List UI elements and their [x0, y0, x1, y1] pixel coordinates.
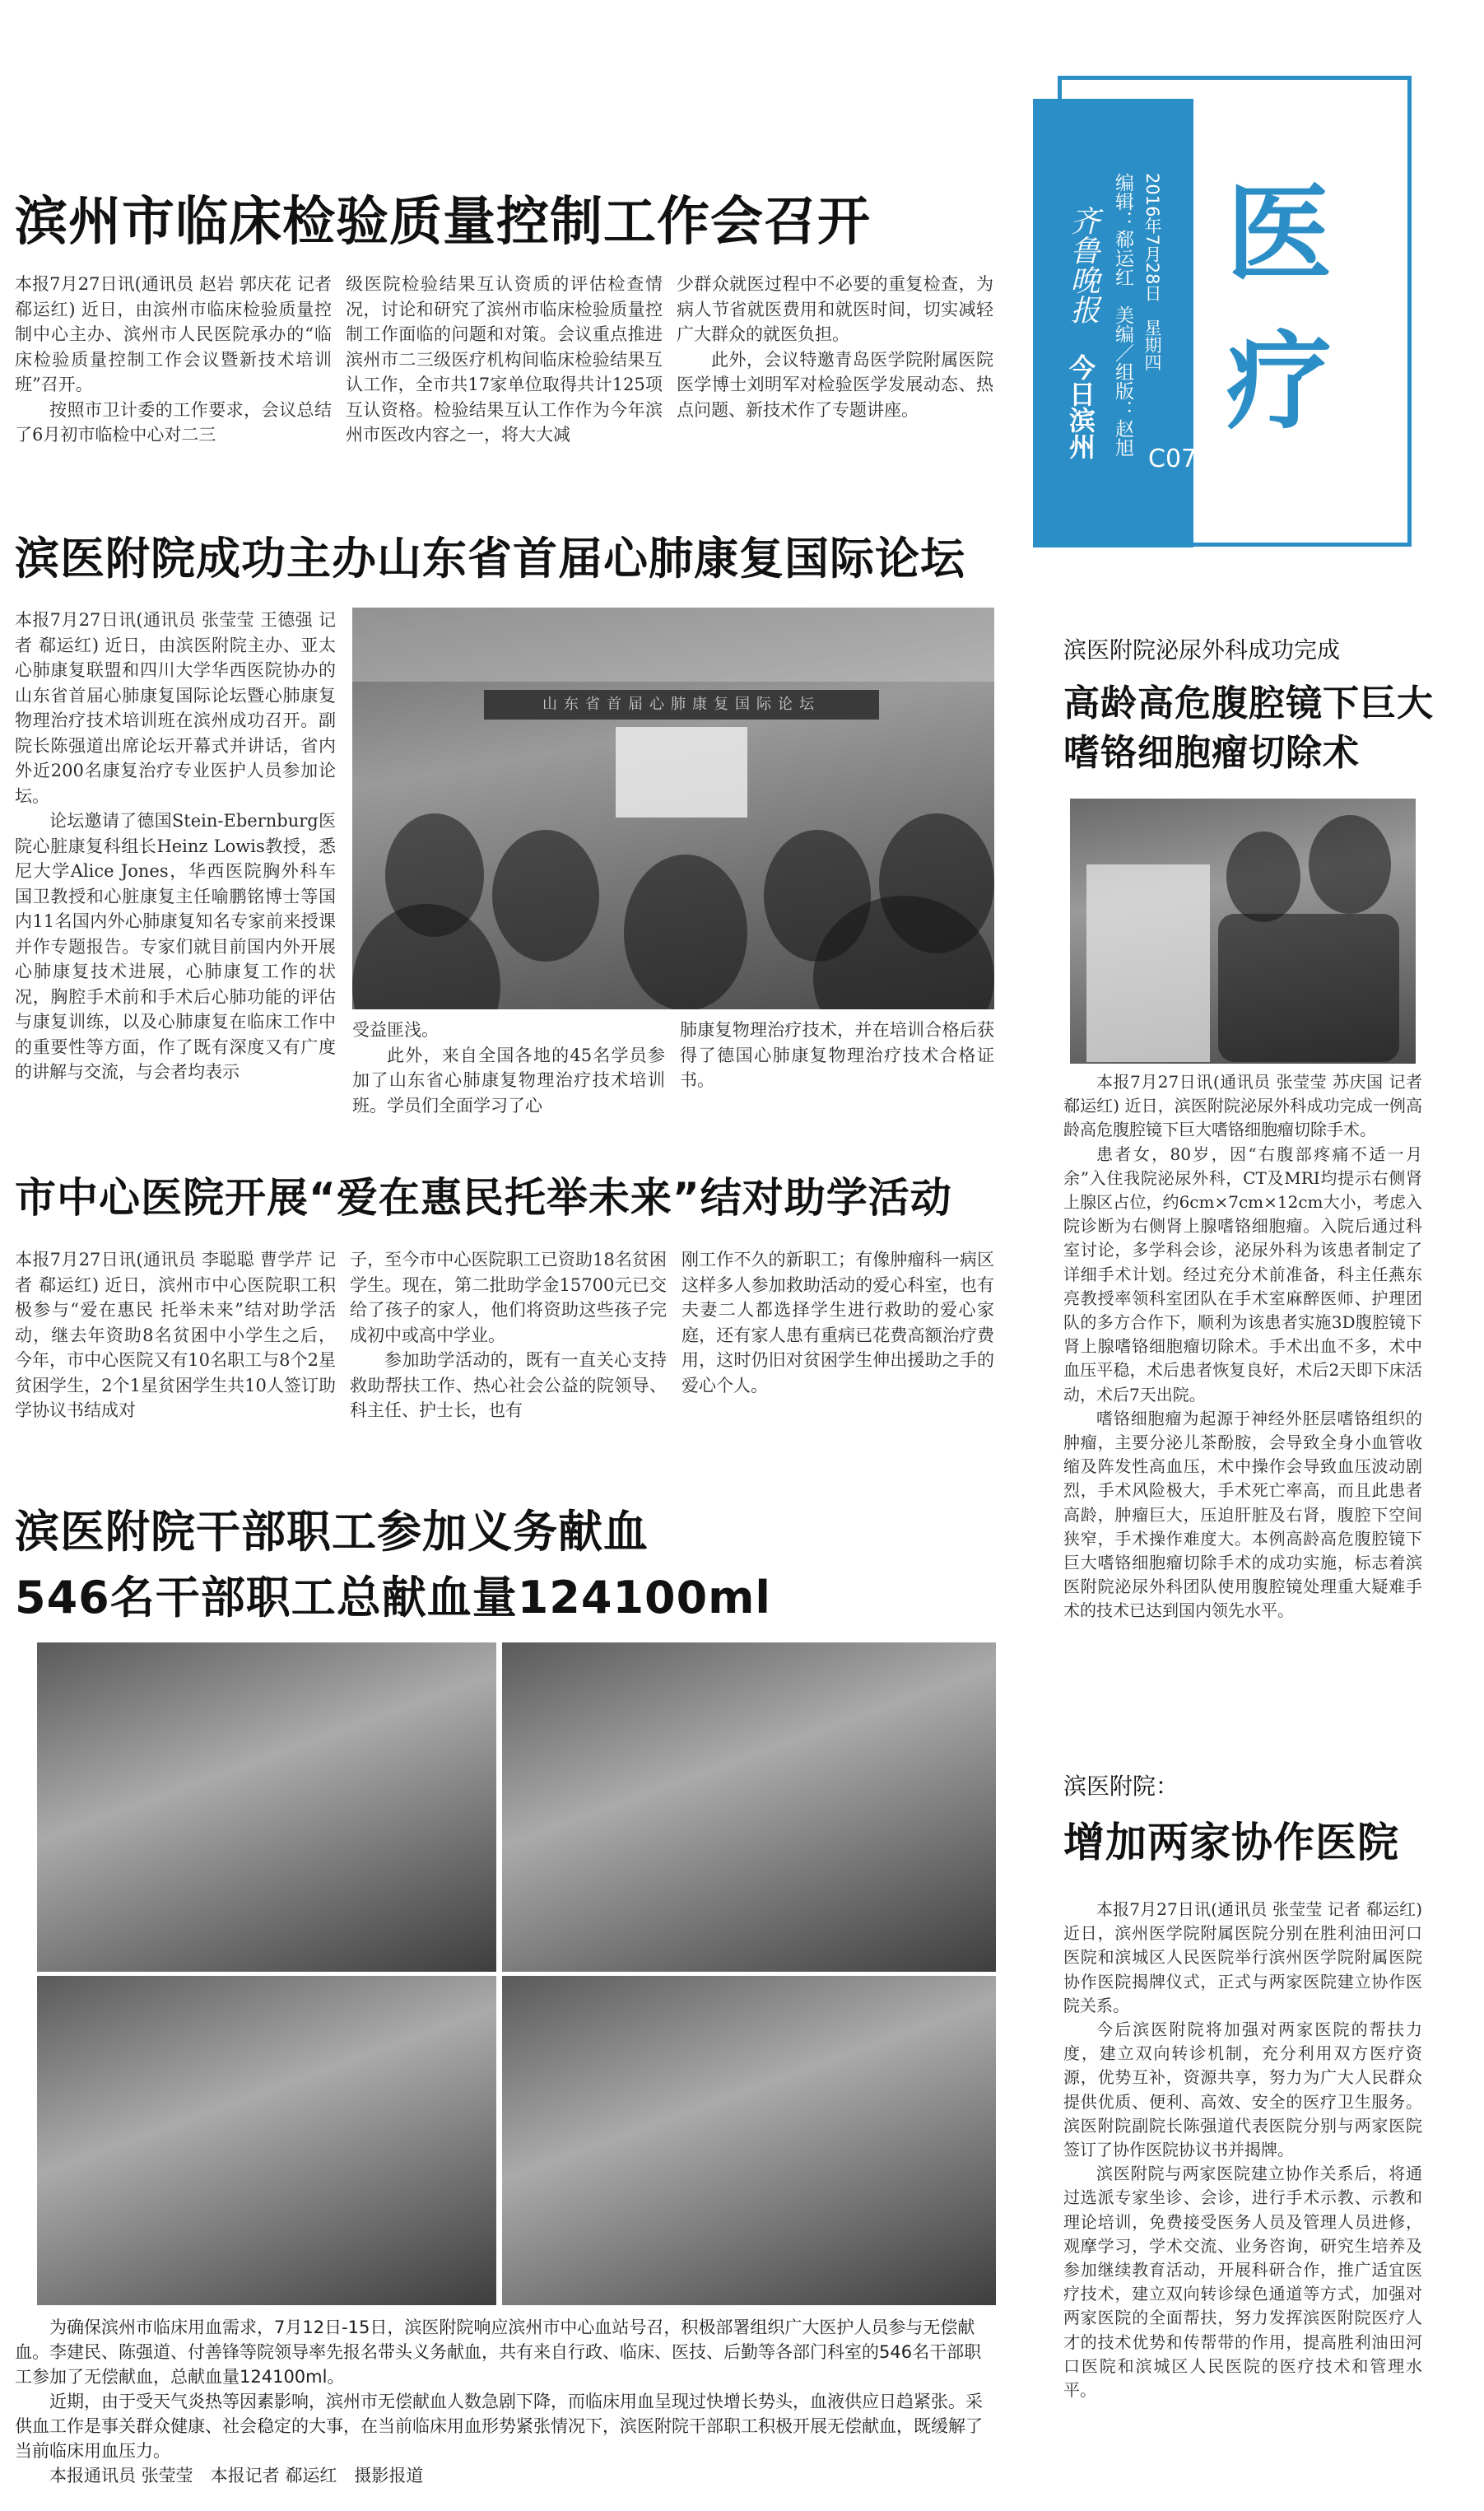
sidebar1-headline-line-2: 嗜铬细胞瘤切除术	[1063, 732, 1360, 774]
article1-col3-paragraph-1: 少群众就医过程中不必要的重复检查，为病人节省就医费用和就医时间，切实减轻广大群众的就医负担。	[677, 274, 993, 344]
article2-mid-paragraph-1: 受益匪浅。	[352, 1020, 439, 1040]
article1-column-1	[15, 272, 332, 494]
forum-photo	[352, 608, 994, 1009]
article1-headline: 滨州市临床检验质量控制工作会召开	[15, 192, 871, 253]
article4-caption-paragraph-2: 近期，由于受天气炎热等因素影响，滨州市无偿献血人数急剧下降，而临床用血呈现过快增长势头，血液供应日趋紧张。采供血工作是事关群众健康、社会稳定的大事，在当前临床用血形势紧张情况下，滨医附院干部职工积极开展无偿献血，既缓解了当前临床用血压力。	[15, 2392, 983, 2461]
donation-photo-3	[37, 1976, 496, 2305]
sidebar1-body	[1063, 1070, 1422, 1737]
article2-paragraph-1: 本报7月27日讯(通讯员 张莹莹 王德强 记者 郗运红) 近日，由滨医附院主办、亚太心肺康复联盟和四川大学华西医院协办的山东省首届心肺康复国际论坛暨心肺康复物理治疗技术培训班在滨州成功召开。副院长陈强道出席论坛开幕式并讲话，省内外近200名康复治疗专业医护人员参加论坛。	[15, 610, 336, 806]
donation-photo-4	[502, 1976, 996, 2305]
donation-photo-1	[37, 1642, 496, 1972]
article2-left-column	[15, 608, 336, 1134]
sidebar2-kicker: 滨医附院：	[1063, 1773, 1179, 1800]
article1-col2-paragraph: 级医院检验结果互认资质的评估检查情况，讨论和研究了滨州市临床检验质量控制工作面临的问题和对策。会议重点推进滨州市二三级医疗机构间临床检验结果互认工作，全市共17家单位取得共计125项互认资格。检验结果互认工作作为今年滨州市医改内容之一，将大大减	[346, 274, 663, 445]
donation-photo-2	[502, 1642, 996, 1972]
article3-col3-paragraph: 刚工作不久的新职工；有像肿瘤科一病区这样多人参加救助活动的爱心科室，也有夫妻二人都选择学生进行救助的爱心家庭，还有家人患有重病已花费高额治疗费用，这时仍旧对贫困学生伸出援助之手的爱心个人。	[682, 1250, 994, 1395]
article3-column-3	[682, 1247, 994, 1478]
sidebar2-body	[1063, 1898, 1422, 2499]
article3-col2-paragraph-2: 参加助学活动的，既有一直关心支持救助帮扶工作、热心社会公益的院领导、科主任、护士长，也有	[350, 1350, 667, 1420]
masthead-date-line: 2016年7月28日 星期四	[1142, 173, 1162, 371]
masthead-edition: 今日滨州	[1065, 354, 1096, 459]
sidebar1-kicker: 滨医附院泌尿外科成功完成	[1063, 636, 1341, 664]
sidebar2-paragraph-3: 滨医附院与两家医院建立协作关系后，将通过选派专家坐诊、会诊，进行手术示教、示教和理论培训，免费接受医务人员及管理人员进修，观摩学习，学术交流、业务咨询，研究生培养及参加继续教育活动，开展科研合作，推广适宜医疗技术，建立双向转诊绿色通道等方式，加强对两家医院的全面帮扶，努力发挥滨医附院医疗人才的技术优势和传帮带的作用，提高胜利油田河口医院和滨城区人民医院的医疗技术和管理水平。	[1063, 2164, 1422, 2401]
sidebar1-paragraph-1: 本报7月27日讯(通讯员 张莹莹 苏庆国 记者 郗运红) 近日，滨医附院泌尿外科成功完成一例高龄高危腹腔镜下巨大嗜铬细胞瘤切除手术。	[1063, 1072, 1422, 1140]
article1-column-3	[677, 272, 993, 494]
article1-col3-paragraph-2: 此外，会议特邀青岛医学院附属医院医学博士刘明军对检验医学发展动态、热点问题、新技术作了专题讲座。	[677, 349, 993, 420]
article3-col1-paragraph: 本报7月27日讯(通讯员 李聪聪 曹学芹 记者 郗运红) 近日，滨州市中心医院职工积极参与“爱在惠民 托举未来”结对助学活动，继去年资助8名贫困中小学生之后，今年，市中心医院又有10名职工与8个2星贫困学生，2个1星贫困学生共10人签订助学协议书结成对	[15, 1250, 336, 1420]
article4-caption-paragraph-1: 为确保滨州市临床用血需求，7月12日-15日，滨医附院响应滨州市中心血站号召，积极部署组织广大医护人员参与无偿献血。李建民、陈强道、付善锋等院领导率先报名带头义务献血，共有来自行政、临床、医技、后勤等各部门科室的546名干部职工参加了无偿献血，总献血量124100ml。	[15, 2318, 982, 2387]
article4-photo-credit: 本报通讯员 张莹莹 本报记者 郗运红 摄影报道	[49, 2466, 424, 2485]
article4-headline-line-2: 546名干部职工总献血量124100ml	[15, 1572, 771, 1624]
masthead-paper-name: 齐鲁晚报	[1066, 206, 1100, 324]
article1-col1-paragraph-2: 按照市卫计委的工作要求，会议总结了6月初市临检中心对二三	[15, 399, 332, 445]
surgery-photo	[1070, 799, 1416, 1064]
article3-column-2	[350, 1247, 667, 1478]
sidebar1-headline-line-1: 高龄高危腹腔镜下巨大	[1063, 682, 1434, 724]
sidebar2-paragraph-2: 今后滨医附院将加强对两家医院的帮扶力度，建立双向转诊机制，充分利用双方医疗资源，优势互补，资源共享，努力为广大人民群众提供优质、便利、高效、安全的医疗卫生服务。滨医附院副院长陈强道代表医院分别与两家医院签订了协作医院协议书并揭牌。	[1063, 2020, 1422, 2160]
article2-right-paragraph: 肺康复物理治疗技术，并在培训合格后获得了德国心肺康复物理治疗技术合格证书。	[680, 1020, 994, 1090]
article4-headline-line-1: 滨医附院干部职工参加义务献血	[15, 1506, 649, 1558]
masthead-editor-line: 编辑：郗运红 美编／组版：赵旭	[1112, 173, 1133, 457]
article2-headline: 滨医附院成功主办山东省首届心肺康复国际论坛	[15, 533, 965, 585]
projection-screen	[616, 727, 747, 818]
article3-col2-paragraph-1: 子，至今市中心医院职工已资助18名贫困学生。现在，第二批助学金15700元已交给了孩子的家人，他们将资助这些孩子完成初中或高中学业。	[350, 1250, 667, 1345]
masthead-section-char-1: 医	[1226, 173, 1333, 296]
sidebar2-headline: 增加两家协作医院	[1063, 1819, 1399, 1866]
article2-mid-paragraph-2: 此外，来自全国各地的45名学员参加了山东省心肺康复物理治疗技术培训班。学员们全面学习了心	[352, 1045, 665, 1116]
article3-headline: 市中心医院开展“爱在惠民托举未来”结对助学活动	[15, 1174, 952, 1222]
article4-caption	[15, 2315, 994, 2488]
article1-col1-paragraph-1: 本报7月27日讯(通讯员 赵岩 郭庆花 记者 郗运红) 近日，由滨州市临床检验质量控制中心主办、滨州市人民医院承办的“临床检验质量控制工作会议暨新技术培训班”召开。	[15, 274, 332, 394]
article1-column-2	[346, 272, 663, 494]
article3-column-1	[15, 1247, 336, 1478]
sidebar2-paragraph-1: 本报7月27日讯(通讯员 张莹莹 记者 郗运红) 近日，滨州医学院附属医院分别在胜利油田河口医院和滨城区人民医院举行滨州医学院附属医院协作医院揭牌仪式，正式与两家医院建立协作医院关系。	[1063, 1899, 1422, 2015]
masthead-page-number: C07	[1148, 445, 1198, 473]
forum-banner-text: 山东省首届心肺康复国际论坛	[484, 690, 879, 720]
article2-paragraph-2: 论坛邀请了德国Stein-Ebernburg医院心脏康复科组长Heinz Lowis教授，悉尼大学Alice Jones，华西医院胸外科车国卫教授和心脏康复主任喻鹏铭博士等国内11名国内外心肺康复知名专家前来授课并作专题报告。专家们就目前国内外开展心肺康复技术进展，心肺康复工作的状况，胸腔手术前和手术后心肺功能的评估与康复训练，以及心肺康复在临床工作中的重要性等方面，作了既有深度又有广度的讲解与交流，与会者均表示	[15, 811, 336, 1082]
sidebar1-paragraph-2: 患者女，80岁，因“右腹部疼痛不适一月余”入住我院泌尿外科，CT及MRI均提示右侧肾上腺区占位，约6cm×7cm×12cm大小，考虑入院诊断为右侧肾上腺嗜铬细胞瘤。入院后通过科室讨论，多学科会诊，泌尿外科为该患者制定了详细手术计划。经过充分术前准备，科主任燕东亮教授率领科室团队在手术室麻醉医师、护理团队的多方合作下，顺利为该患者实施3D腹腔镜下肾上腺嗜铬细胞瘤切除术。手术出血不多，术中血压平稳，术后患者恢复良好，术后2天即下床活动，术后7天出院。	[1063, 1144, 1422, 1405]
article2-middle-column	[352, 1018, 665, 1133]
sidebar1-paragraph-3: 嗜铬细胞瘤为起源于神经外胚层嗜铬组织的肿瘤，主要分泌儿茶酚胺，会导致全身小血管收缩及阵发性高血压，术中操作会导致血压波动剧烈，手术风险极大，手术死亡率高，而且此患者高龄，肿瘤巨大，压迫肝脏及右肾，腹腔下空间狭窄，手术操作难度大。本例高龄高危腹腔镜下巨大嗜铬细胞瘤切除手术的成功实施，标志着滨医附院泌尿外科团队使用腹腔镜处理重大疑难手术的技术已达到国内领先水平。	[1063, 1408, 1422, 1621]
masthead-section-char-2: 疗	[1226, 321, 1333, 444]
article2-right-column	[680, 1018, 994, 1133]
blood-donation-photo-grid	[37, 1642, 996, 2305]
